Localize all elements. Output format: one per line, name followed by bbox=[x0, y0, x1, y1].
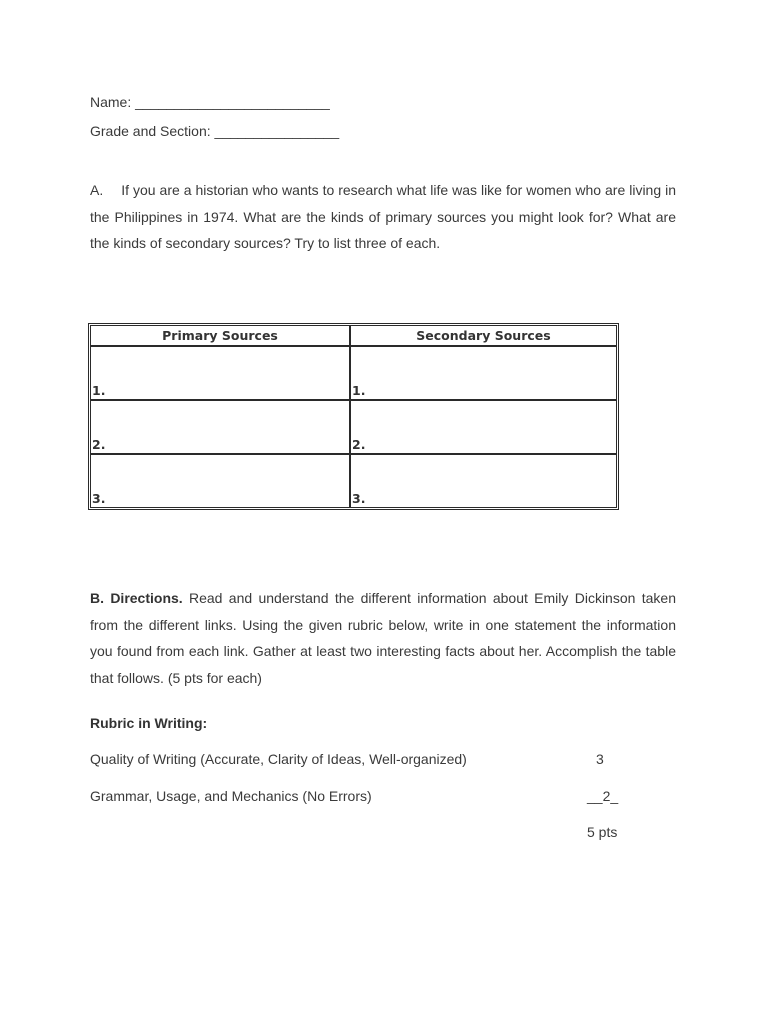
rubric-criterion-grammar: Grammar, Usage, and Mechanics (No Errors) bbox=[90, 788, 372, 804]
secondary-source-cell-2[interactable]: 2. bbox=[349, 401, 616, 455]
primary-source-cell-3[interactable]: 3. bbox=[92, 491, 106, 506]
grade-section-blank: ________________ bbox=[214, 123, 340, 139]
rubric-criterion-quality: Quality of Writing (Accurate, Clarity of Ideas, Well-organized) bbox=[90, 751, 467, 767]
rubric-points-quality: 3 bbox=[596, 751, 604, 767]
section-b-label: B. Directions. bbox=[90, 590, 183, 606]
grade-section-field bbox=[90, 123, 339, 139]
rubric-total-points: 5 pts bbox=[587, 824, 618, 840]
rubric-points-grammar: __2_ bbox=[587, 788, 619, 804]
name-blank: _________________________ bbox=[135, 94, 330, 110]
name-label: Name: bbox=[90, 94, 136, 110]
sources-table bbox=[90, 325, 617, 508]
rubric-heading: Rubric in Writing: bbox=[90, 715, 208, 731]
name-field bbox=[90, 94, 330, 110]
primary-source-cell-1[interactable]: 1. bbox=[91, 347, 349, 401]
primary-sources-header: Primary Sources bbox=[91, 326, 349, 347]
secondary-sources-header: Secondary Sources bbox=[349, 326, 616, 347]
section-b-directions bbox=[90, 585, 676, 691]
secondary-source-cell-1[interactable]: 1. bbox=[349, 347, 616, 401]
table-row bbox=[91, 401, 616, 455]
table-row bbox=[91, 455, 616, 507]
section-a-instructions bbox=[90, 177, 676, 257]
table-row bbox=[91, 347, 616, 401]
section-a-text: If you are a historian who wants to research what life was like for women who are living in the Philippines in 1974. What are the kinds of primary sources you might look for? What are the kinds of secondary sources? Try to list three of each. bbox=[90, 182, 676, 251]
section-a-label: A. bbox=[90, 182, 104, 198]
section-b-text: Read and understand the different information about Emily Dickinson taken from the different links. Using the given rubric below, write in one statement the information you found from each link. Gather at least two interesting facts about her. Accomplish the table that follows. (5 pts for each) bbox=[90, 590, 676, 686]
secondary-source-cell-3[interactable]: 3. bbox=[349, 455, 616, 507]
grade-section-label: Grade and Section: bbox=[90, 123, 215, 139]
primary-source-cell-2[interactable]: 2. bbox=[91, 401, 349, 455]
